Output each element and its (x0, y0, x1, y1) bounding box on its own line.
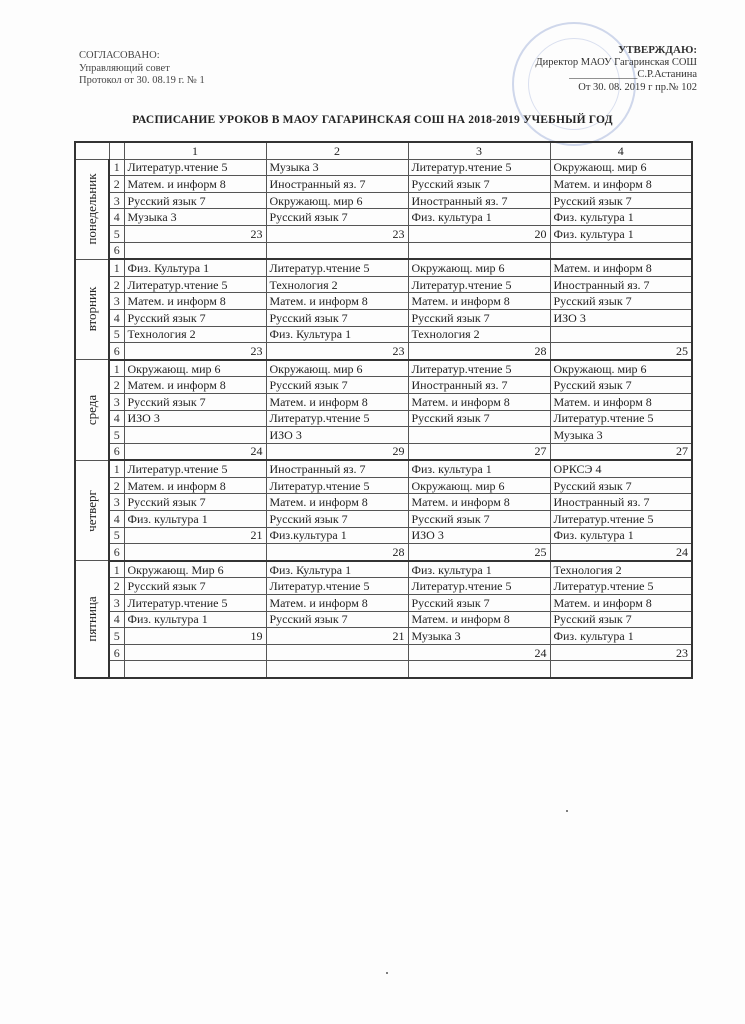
lesson-cell: Русский язык 7 (124, 393, 266, 410)
lesson-cell (550, 242, 692, 259)
lesson-number: 2 (109, 377, 124, 394)
lesson-cell: Окружающ. мир 6 (550, 360, 692, 377)
lesson-cell: ИЗО 3 (124, 410, 266, 427)
weekly-load-total: 19 (124, 628, 266, 645)
lesson-cell: Матем. и информ 8 (124, 176, 266, 193)
lesson-row (75, 511, 692, 528)
lesson-cell: Физ. Культура 1 (266, 561, 408, 578)
lesson-cell: Физ. культура 1 (408, 209, 550, 226)
lesson-cell: Русский язык 7 (266, 309, 408, 326)
lesson-number: 6 (109, 644, 124, 661)
corner-cell (75, 142, 109, 159)
lesson-cell: Матем. и информ 8 (266, 595, 408, 612)
lesson-number: 6 (109, 343, 124, 360)
day-label: пятница (84, 596, 99, 642)
lesson-cell: Литератур.чтение 5 (266, 477, 408, 494)
lesson-number (109, 661, 124, 678)
lesson-cell: Русский язык 7 (266, 611, 408, 628)
lesson-cell: Русский язык 7 (550, 192, 692, 209)
weekly-load-total: 23 (124, 343, 266, 360)
lesson-cell: Технология 2 (266, 276, 408, 293)
class-header-row (75, 142, 692, 159)
scan-speck (386, 972, 388, 974)
lesson-cell: Окружающ. мир 6 (408, 259, 550, 276)
lesson-cell: Иностранный яз. 7 (550, 276, 692, 293)
lesson-cell: Русский язык 7 (408, 511, 550, 528)
lesson-cell (408, 427, 550, 444)
lesson-row (75, 661, 692, 678)
class-header-4: 4 (550, 142, 692, 159)
lesson-row (75, 611, 692, 628)
day-cell-0 (75, 159, 109, 259)
lesson-number: 4 (109, 209, 124, 226)
lesson-row (75, 309, 692, 326)
day-label: среда (84, 394, 99, 426)
approve-signature: _____________С.Р.Астанина (569, 69, 697, 80)
lesson-number: 1 (109, 561, 124, 578)
lesson-cell: Литератур.чтение 5 (266, 410, 408, 427)
corner-cell (109, 142, 124, 159)
lesson-cell: Окружающ. мир 6 (266, 192, 408, 209)
lesson-number: 5 (109, 225, 124, 242)
weekly-load-total: 24 (550, 544, 692, 561)
page-title: РАСПИСАНИЕ УРОКОВ В МАОУ ГАГАРИНСКАЯ СОШ НА 2018-2019 УЧЕБНЫЙ ГОД (132, 114, 613, 126)
lesson-row (75, 176, 692, 193)
lesson-cell: Физ. культура 1 (124, 611, 266, 628)
lesson-cell: Литератур.чтение 5 (408, 276, 550, 293)
lesson-cell: Музыка 3 (124, 209, 266, 226)
day-label: вторник (84, 287, 99, 332)
lesson-cell: Окружающ. Мир 6 (124, 561, 266, 578)
lesson-cell: Физ. культура 1 (550, 225, 692, 242)
lesson-number: 5 (109, 527, 124, 544)
lesson-cell: Русский язык 7 (124, 192, 266, 209)
lesson-number: 4 (109, 611, 124, 628)
lesson-cell: Музыка 3 (266, 159, 408, 176)
lesson-number: 3 (109, 595, 124, 612)
lesson-row (75, 427, 692, 444)
lesson-row (75, 443, 692, 460)
lesson-cell: Матем. и информ 8 (408, 293, 550, 310)
lesson-row (75, 242, 692, 259)
lesson-cell: Музыка 3 (550, 427, 692, 444)
lesson-number: 1 (109, 360, 124, 377)
lesson-cell: Матем. и информ 8 (408, 494, 550, 511)
lesson-cell: Русский язык 7 (550, 377, 692, 394)
lesson-cell (550, 661, 692, 678)
lesson-cell (266, 661, 408, 678)
lesson-cell: Иностранный яз. 7 (266, 176, 408, 193)
lesson-cell: Русский язык 7 (124, 578, 266, 595)
approve-order: От 30. 08. 2019 г пр.№ 102 (578, 81, 697, 93)
lesson-cell: Матем. и информ 8 (408, 611, 550, 628)
lesson-cell: Матем. и информ 8 (124, 293, 266, 310)
lesson-row (75, 410, 692, 427)
lesson-cell (124, 544, 266, 561)
weekly-load-total: 27 (408, 443, 550, 460)
lesson-cell: Русский язык 7 (550, 477, 692, 494)
lesson-cell: Физ. культура 1 (408, 561, 550, 578)
lesson-cell: Русский язык 7 (408, 309, 550, 326)
lesson-row (75, 578, 692, 595)
lesson-cell: Матем. и информ 8 (124, 377, 266, 394)
lesson-row (75, 192, 692, 209)
agreed-council: Управляющий совет (79, 62, 170, 74)
lesson-number: 2 (109, 578, 124, 595)
lesson-cell: Русский язык 7 (550, 611, 692, 628)
lesson-cell: Окружающ. мир 6 (266, 360, 408, 377)
lesson-cell (550, 326, 692, 343)
lesson-cell: Русский язык 7 (266, 209, 408, 226)
lesson-cell: Матем. и информ 8 (266, 393, 408, 410)
day-cell-3 (75, 460, 109, 561)
lesson-cell: Русский язык 7 (266, 377, 408, 394)
lesson-number: 1 (109, 159, 124, 176)
lesson-row (75, 343, 692, 360)
lesson-cell (124, 242, 266, 259)
weekly-load-total: 23 (550, 644, 692, 661)
day-cell-4 (75, 561, 109, 678)
lesson-cell: Матем. и информ 8 (266, 293, 408, 310)
lesson-cell: Технология 2 (550, 561, 692, 578)
lesson-row (75, 159, 692, 176)
lesson-cell: Технология 2 (124, 326, 266, 343)
schedule-table (74, 141, 693, 679)
lesson-row (75, 293, 692, 310)
lesson-cell: ИЗО 3 (266, 427, 408, 444)
lesson-cell: Физ. Культура 1 (124, 259, 266, 276)
lesson-cell: Матем. и информ 8 (550, 393, 692, 410)
lesson-cell: Физ. культура 1 (550, 209, 692, 226)
lesson-row (75, 494, 692, 511)
weekly-load-total: 23 (124, 225, 266, 242)
lesson-cell: Окружающ. мир 6 (124, 360, 266, 377)
lesson-cell: Иностранный яз. 7 (550, 494, 692, 511)
lesson-cell: Иностранный яз. 7 (408, 377, 550, 394)
agreed-title: СОГЛАСОВАНО: (79, 50, 160, 61)
lesson-number: 3 (109, 393, 124, 410)
lesson-number: 4 (109, 410, 124, 427)
lesson-cell: Матем. и информ 8 (550, 595, 692, 612)
lesson-number: 4 (109, 309, 124, 326)
lesson-cell: Иностранный яз. 7 (408, 192, 550, 209)
lesson-row (75, 561, 692, 578)
lesson-cell (266, 644, 408, 661)
lesson-cell: ИЗО 3 (408, 527, 550, 544)
lesson-cell: Литератур.чтение 5 (124, 460, 266, 477)
lesson-cell: ИЗО 3 (550, 309, 692, 326)
lesson-cell: Физ. Культура 1 (266, 326, 408, 343)
lesson-number: 5 (109, 628, 124, 645)
lesson-cell: Физ. культура 1 (124, 511, 266, 528)
lesson-cell: Русский язык 7 (550, 293, 692, 310)
lesson-cell: ОРКСЭ 4 (550, 460, 692, 477)
scan-speck (566, 810, 568, 812)
lesson-cell: Окружающ. мир 6 (408, 477, 550, 494)
lesson-row (75, 595, 692, 612)
lesson-cell: Литератур.чтение 5 (550, 511, 692, 528)
lesson-row (75, 209, 692, 226)
lesson-number: 3 (109, 293, 124, 310)
weekly-load-total: 28 (266, 544, 408, 561)
lesson-number: 6 (109, 443, 124, 460)
class-header-2: 2 (266, 142, 408, 159)
lesson-cell: Русский язык 7 (408, 410, 550, 427)
lesson-cell: Физ. культура 1 (550, 527, 692, 544)
lesson-row (75, 477, 692, 494)
lesson-number: 2 (109, 276, 124, 293)
weekly-load-total: 29 (266, 443, 408, 460)
lesson-row (75, 276, 692, 293)
lesson-cell (408, 661, 550, 678)
lesson-cell: Литератур.чтение 5 (408, 159, 550, 176)
lesson-cell (266, 242, 408, 259)
lesson-row (75, 225, 692, 242)
lesson-cell: Русский язык 7 (266, 511, 408, 528)
lesson-row (75, 377, 692, 394)
lesson-cell: Русский язык 7 (408, 595, 550, 612)
lesson-cell: Русский язык 7 (124, 309, 266, 326)
lesson-cell: Литератур.чтение 5 (266, 259, 408, 276)
lesson-number: 1 (109, 259, 124, 276)
lesson-number: 3 (109, 192, 124, 209)
lesson-row (75, 527, 692, 544)
lesson-cell: Литератур.чтение 5 (408, 360, 550, 377)
weekly-load-total: 23 (266, 343, 408, 360)
lesson-cell: Матем. и информ 8 (266, 494, 408, 511)
lesson-number: 6 (109, 544, 124, 561)
lesson-cell: Литератур.чтение 5 (266, 578, 408, 595)
lesson-row (75, 259, 692, 276)
day-label: понедельник (84, 173, 99, 245)
lesson-cell: Физ.культура 1 (266, 527, 408, 544)
lesson-number: 5 (109, 326, 124, 343)
weekly-load-total: 27 (550, 443, 692, 460)
weekly-load-total: 28 (408, 343, 550, 360)
lesson-cell: Окружающ. мир 6 (550, 159, 692, 176)
lesson-cell: Литератур.чтение 5 (124, 276, 266, 293)
lesson-cell: Русский язык 7 (124, 494, 266, 511)
lesson-cell: Литератур.чтение 5 (408, 578, 550, 595)
agreed-protocol: Протокол от 30. 08.19 г. № 1 (79, 75, 205, 86)
lesson-cell: Физ. культура 1 (550, 628, 692, 645)
lesson-cell: Литератур.чтение 5 (550, 578, 692, 595)
day-cell-2 (75, 360, 109, 461)
lesson-number: 6 (109, 242, 124, 259)
lesson-cell: Музыка 3 (408, 628, 550, 645)
day-cell-1 (75, 259, 109, 360)
lesson-cell (124, 661, 266, 678)
lesson-row (75, 326, 692, 343)
lesson-number: 1 (109, 460, 124, 477)
lesson-row (75, 360, 692, 377)
lesson-cell: Иностранный яз. 7 (266, 460, 408, 477)
lesson-cell (124, 427, 266, 444)
lesson-row (75, 544, 692, 561)
day-label: четверг (84, 489, 99, 532)
lesson-row (75, 393, 692, 410)
weekly-load-total: 21 (124, 527, 266, 544)
lesson-cell: Физ. культура 1 (408, 460, 550, 477)
lesson-number: 2 (109, 176, 124, 193)
weekly-load-total: 25 (550, 343, 692, 360)
lesson-row (75, 628, 692, 645)
lesson-cell: Литератур.чтение 5 (124, 595, 266, 612)
lesson-cell: Матем. и информ 8 (408, 393, 550, 410)
lesson-number: 3 (109, 494, 124, 511)
weekly-load-total: 23 (266, 225, 408, 242)
class-header-1: 1 (124, 142, 266, 159)
lesson-cell: Русский язык 7 (408, 176, 550, 193)
weekly-load-total: 24 (124, 443, 266, 460)
lesson-cell: Матем. и информ 8 (124, 477, 266, 494)
lesson-cell: Литератур.чтение 5 (124, 159, 266, 176)
lesson-row (75, 644, 692, 661)
lesson-cell: Матем. и информ 8 (550, 176, 692, 193)
approve-block (536, 44, 698, 94)
lesson-number: 4 (109, 511, 124, 528)
weekly-load-total: 21 (266, 628, 408, 645)
approve-title: УТВЕРЖДАЮ: (618, 44, 697, 56)
lesson-row (75, 460, 692, 477)
lesson-number: 2 (109, 477, 124, 494)
class-header-3: 3 (408, 142, 550, 159)
weekly-load-total: 24 (408, 644, 550, 661)
weekly-load-total: 20 (408, 225, 550, 242)
agreed-block (79, 50, 205, 88)
approve-director: Директор МАОУ Гагаринская СОШ (535, 56, 697, 68)
lesson-cell: Литератур.чтение 5 (550, 410, 692, 427)
weekly-load-total: 25 (408, 544, 550, 561)
lesson-cell: Матем. и информ 8 (550, 259, 692, 276)
lesson-number: 5 (109, 427, 124, 444)
lesson-cell (124, 644, 266, 661)
lesson-cell (408, 242, 550, 259)
lesson-cell: Технология 2 (408, 326, 550, 343)
